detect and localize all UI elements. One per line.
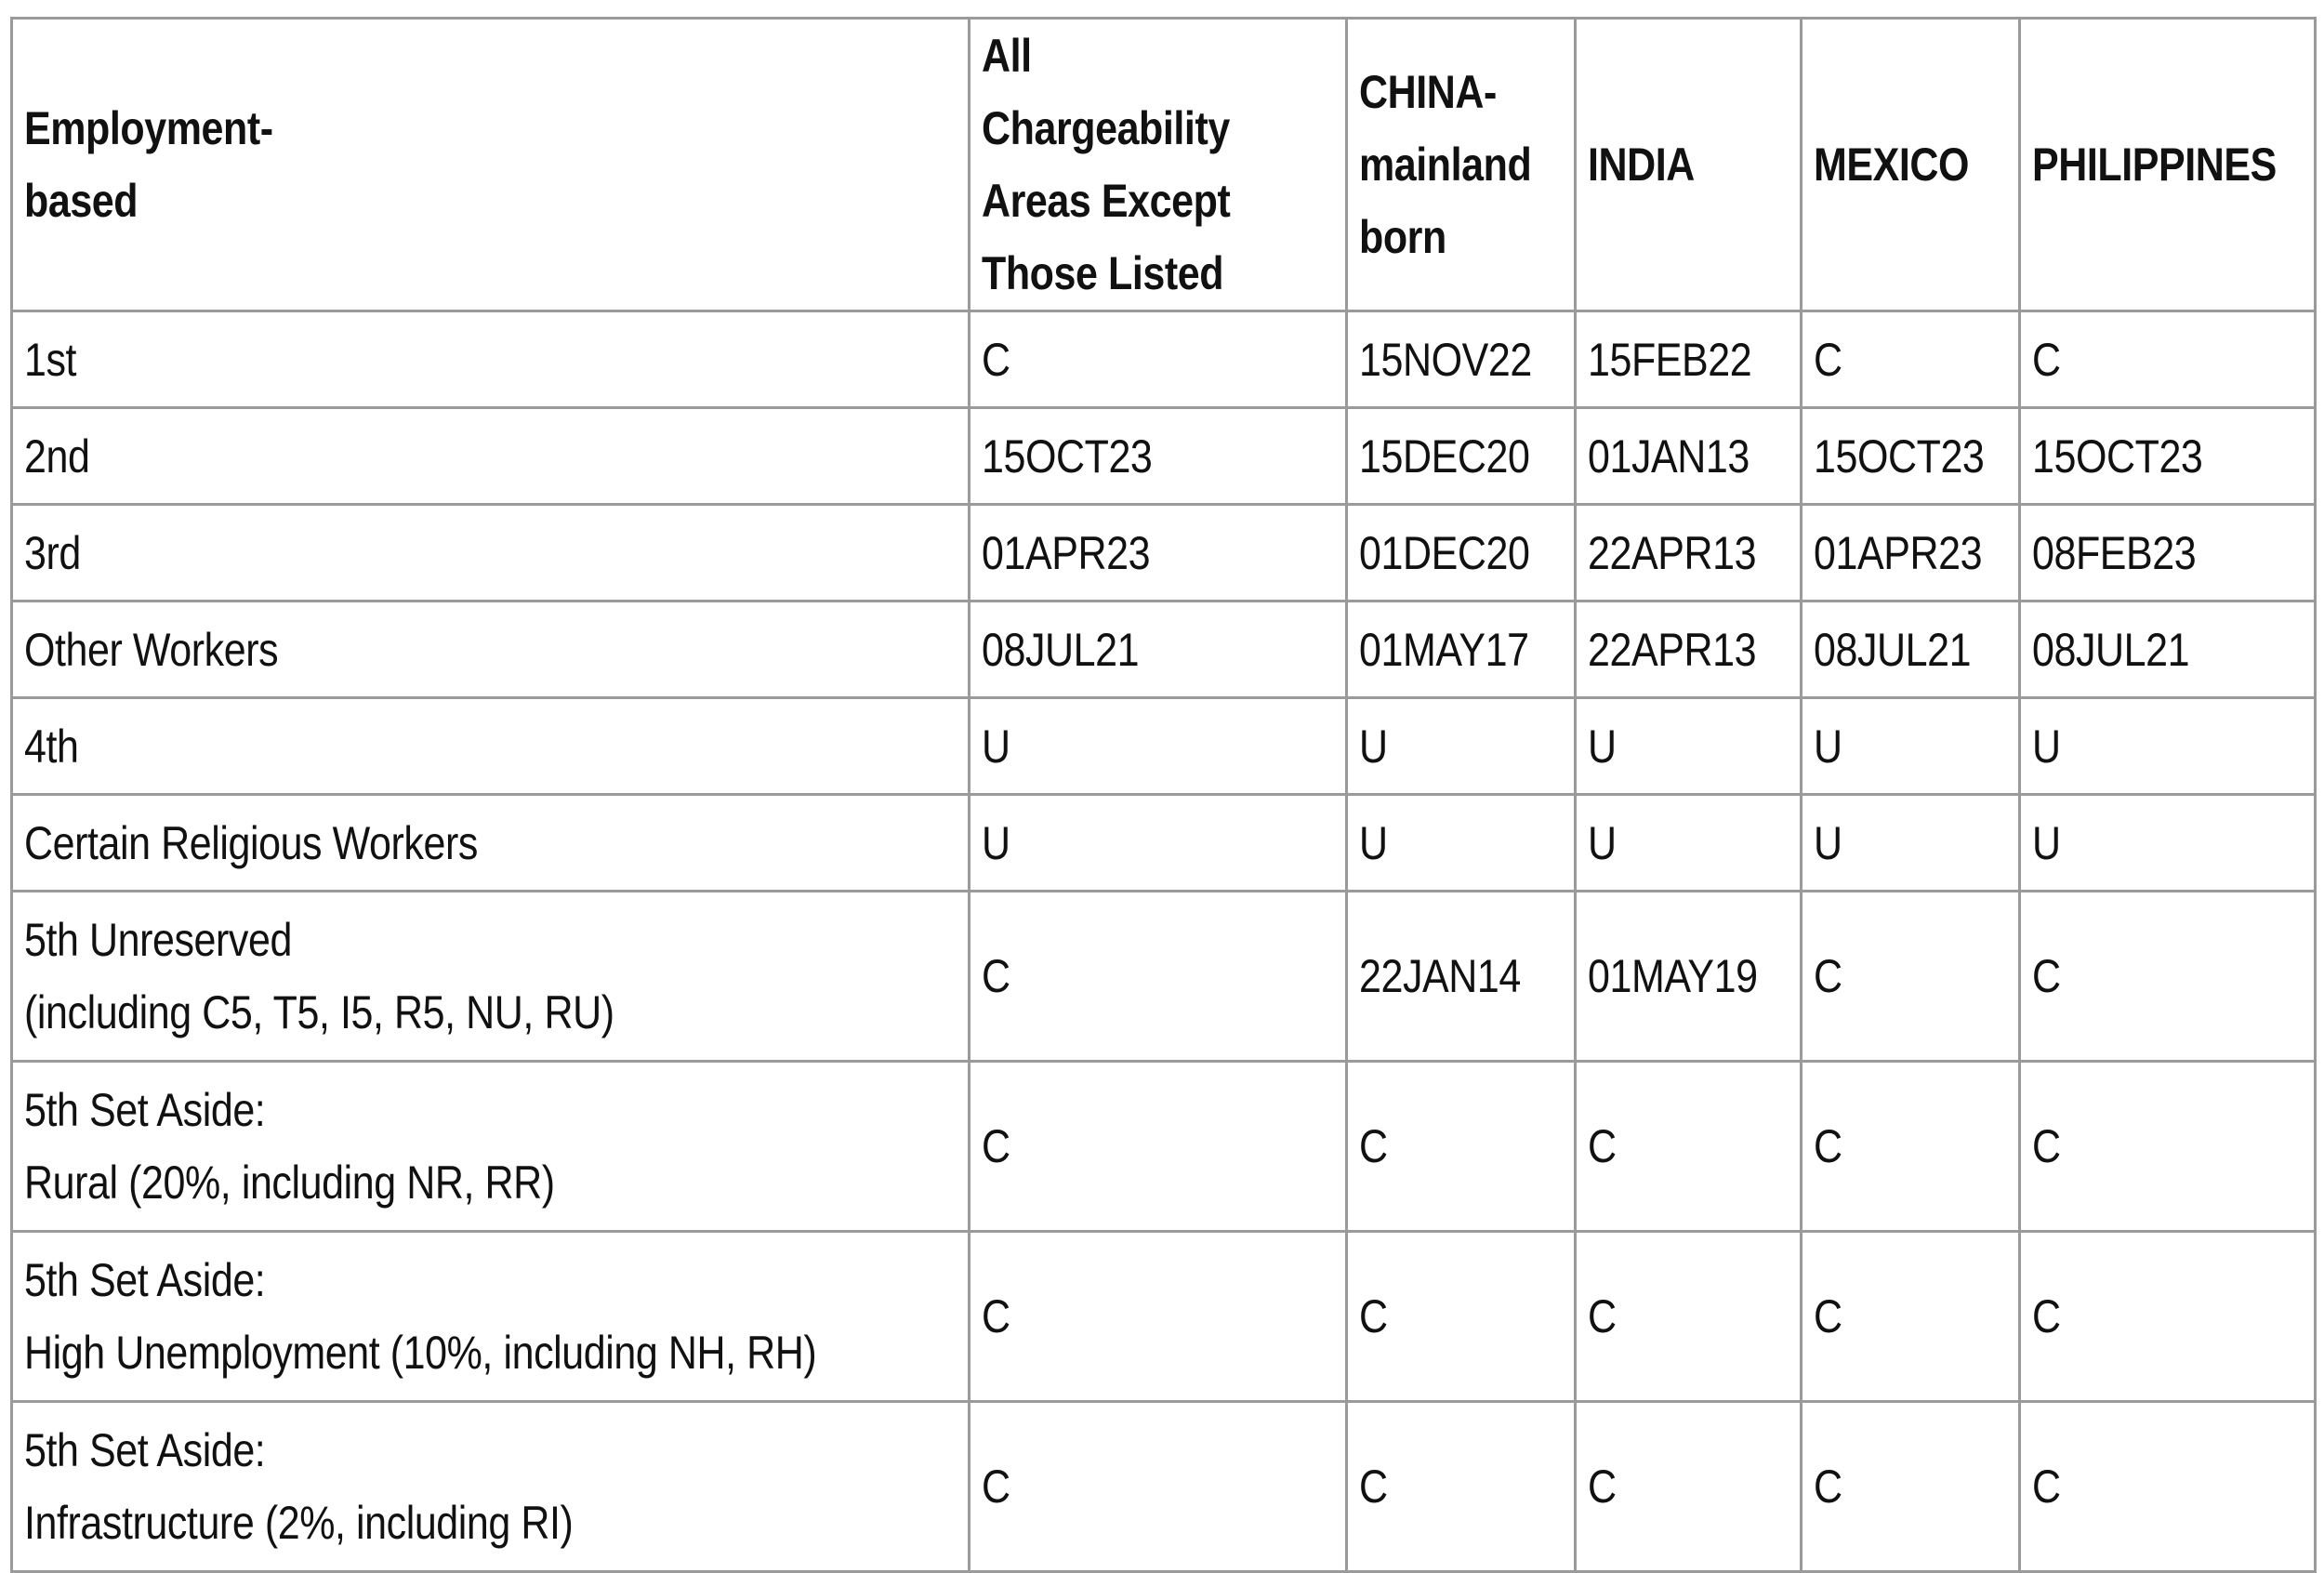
table-cell: U <box>1802 795 2020 892</box>
table-cell: 08JUL21 <box>2020 601 2316 698</box>
table-cell: C <box>1802 892 2020 1062</box>
header-india: INDIA <box>1576 19 1802 311</box>
table-row <box>12 892 2316 1062</box>
table-cell: 15OCT23 <box>2020 408 2316 505</box>
table-cell: 01APR23 <box>1802 505 2020 601</box>
table-cell: 01JAN13 <box>1576 408 1802 505</box>
table-row <box>12 698 2316 795</box>
table-cell: C <box>2020 311 2316 408</box>
row-label-cell: 5th Unreserved (including C5, T5, I5, R5, NU, RU) <box>12 892 970 1062</box>
table-cell: 08FEB23 <box>2020 505 2316 601</box>
table-cell: C <box>970 311 1347 408</box>
table-row <box>12 601 2316 698</box>
table-cell: C <box>1576 1402 1802 1572</box>
table-cell: U <box>1347 698 1576 795</box>
table-cell: 22APR13 <box>1576 505 1802 601</box>
table-row <box>12 311 2316 408</box>
table-cell: C <box>1576 1062 1802 1232</box>
header-employment-based: Employment- based <box>12 19 970 311</box>
table-cell: U <box>2020 698 2316 795</box>
row-label-cell: 5th Set Aside: Rural (20%, including NR, RR) <box>12 1062 970 1232</box>
table-cell: 01DEC20 <box>1347 505 1576 601</box>
visa-bulletin-table-container <box>10 17 2317 1573</box>
row-label-cell: 4th <box>12 698 970 795</box>
table-cell: C <box>1347 1062 1576 1232</box>
row-label-cell: 5th Set Aside: Infrastructure (2%, including RI) <box>12 1402 970 1572</box>
header-mexico: MEXICO <box>1802 19 2020 311</box>
table-cell: 15OCT23 <box>1802 408 2020 505</box>
table-cell: 08JUL21 <box>1802 601 2020 698</box>
table-cell: U <box>1802 698 2020 795</box>
table-row <box>12 1232 2316 1402</box>
table-row <box>12 1402 2316 1572</box>
table-cell: 15FEB22 <box>1576 311 1802 408</box>
table-cell: C <box>1802 1062 2020 1232</box>
table-cell: 15NOV22 <box>1347 311 1576 408</box>
table-cell: 22JAN14 <box>1347 892 1576 1062</box>
table-cell: U <box>970 795 1347 892</box>
table-cell: C <box>2020 1062 2316 1232</box>
table-row <box>12 1062 2316 1232</box>
row-label-cell: 2nd <box>12 408 970 505</box>
table-cell: C <box>1347 1402 1576 1572</box>
table-cell: 01APR23 <box>970 505 1347 601</box>
table-cell: C <box>970 892 1347 1062</box>
table-cell: C <box>970 1062 1347 1232</box>
table-cell: U <box>1576 795 1802 892</box>
table-cell: U <box>1576 698 1802 795</box>
employment-based-final-action-dates-table <box>10 17 2317 1573</box>
row-label-cell: 1st <box>12 311 970 408</box>
table-row <box>12 505 2316 601</box>
table-cell: C <box>1576 1232 1802 1402</box>
table-cell: 08JUL21 <box>970 601 1347 698</box>
row-label-cell: 5th Set Aside: High Unemployment (10%, including NH, RH) <box>12 1232 970 1402</box>
table-cell: C <box>2020 1402 2316 1572</box>
table-cell: C <box>970 1232 1347 1402</box>
row-label-cell: 3rd <box>12 505 970 601</box>
table-cell: 01MAY19 <box>1576 892 1802 1062</box>
table-cell: C <box>1802 1232 2020 1402</box>
table-cell: 22APR13 <box>1576 601 1802 698</box>
header-china: CHINA- mainland born <box>1347 19 1576 311</box>
table-row <box>12 408 2316 505</box>
table-cell: 01MAY17 <box>1347 601 1576 698</box>
table-cell: U <box>2020 795 2316 892</box>
table-cell: 15DEC20 <box>1347 408 1576 505</box>
table-cell: C <box>1802 311 2020 408</box>
row-label-cell: Other Workers <box>12 601 970 698</box>
header-philippines: PHILIPPINES <box>2020 19 2316 311</box>
table-cell: U <box>970 698 1347 795</box>
table-cell: 15OCT23 <box>970 408 1347 505</box>
table-cell: C <box>2020 892 2316 1062</box>
header-all-chargeability: All Chargeability Areas Except Those Listed <box>970 19 1347 311</box>
table-cell: C <box>1802 1402 2020 1572</box>
table-cell: U <box>1347 795 1576 892</box>
table-header-row <box>12 19 2316 311</box>
table-cell: C <box>970 1402 1347 1572</box>
row-label-cell: Certain Religious Workers <box>12 795 970 892</box>
table-cell: C <box>2020 1232 2316 1402</box>
table-cell: C <box>1347 1232 1576 1402</box>
table-row <box>12 795 2316 892</box>
